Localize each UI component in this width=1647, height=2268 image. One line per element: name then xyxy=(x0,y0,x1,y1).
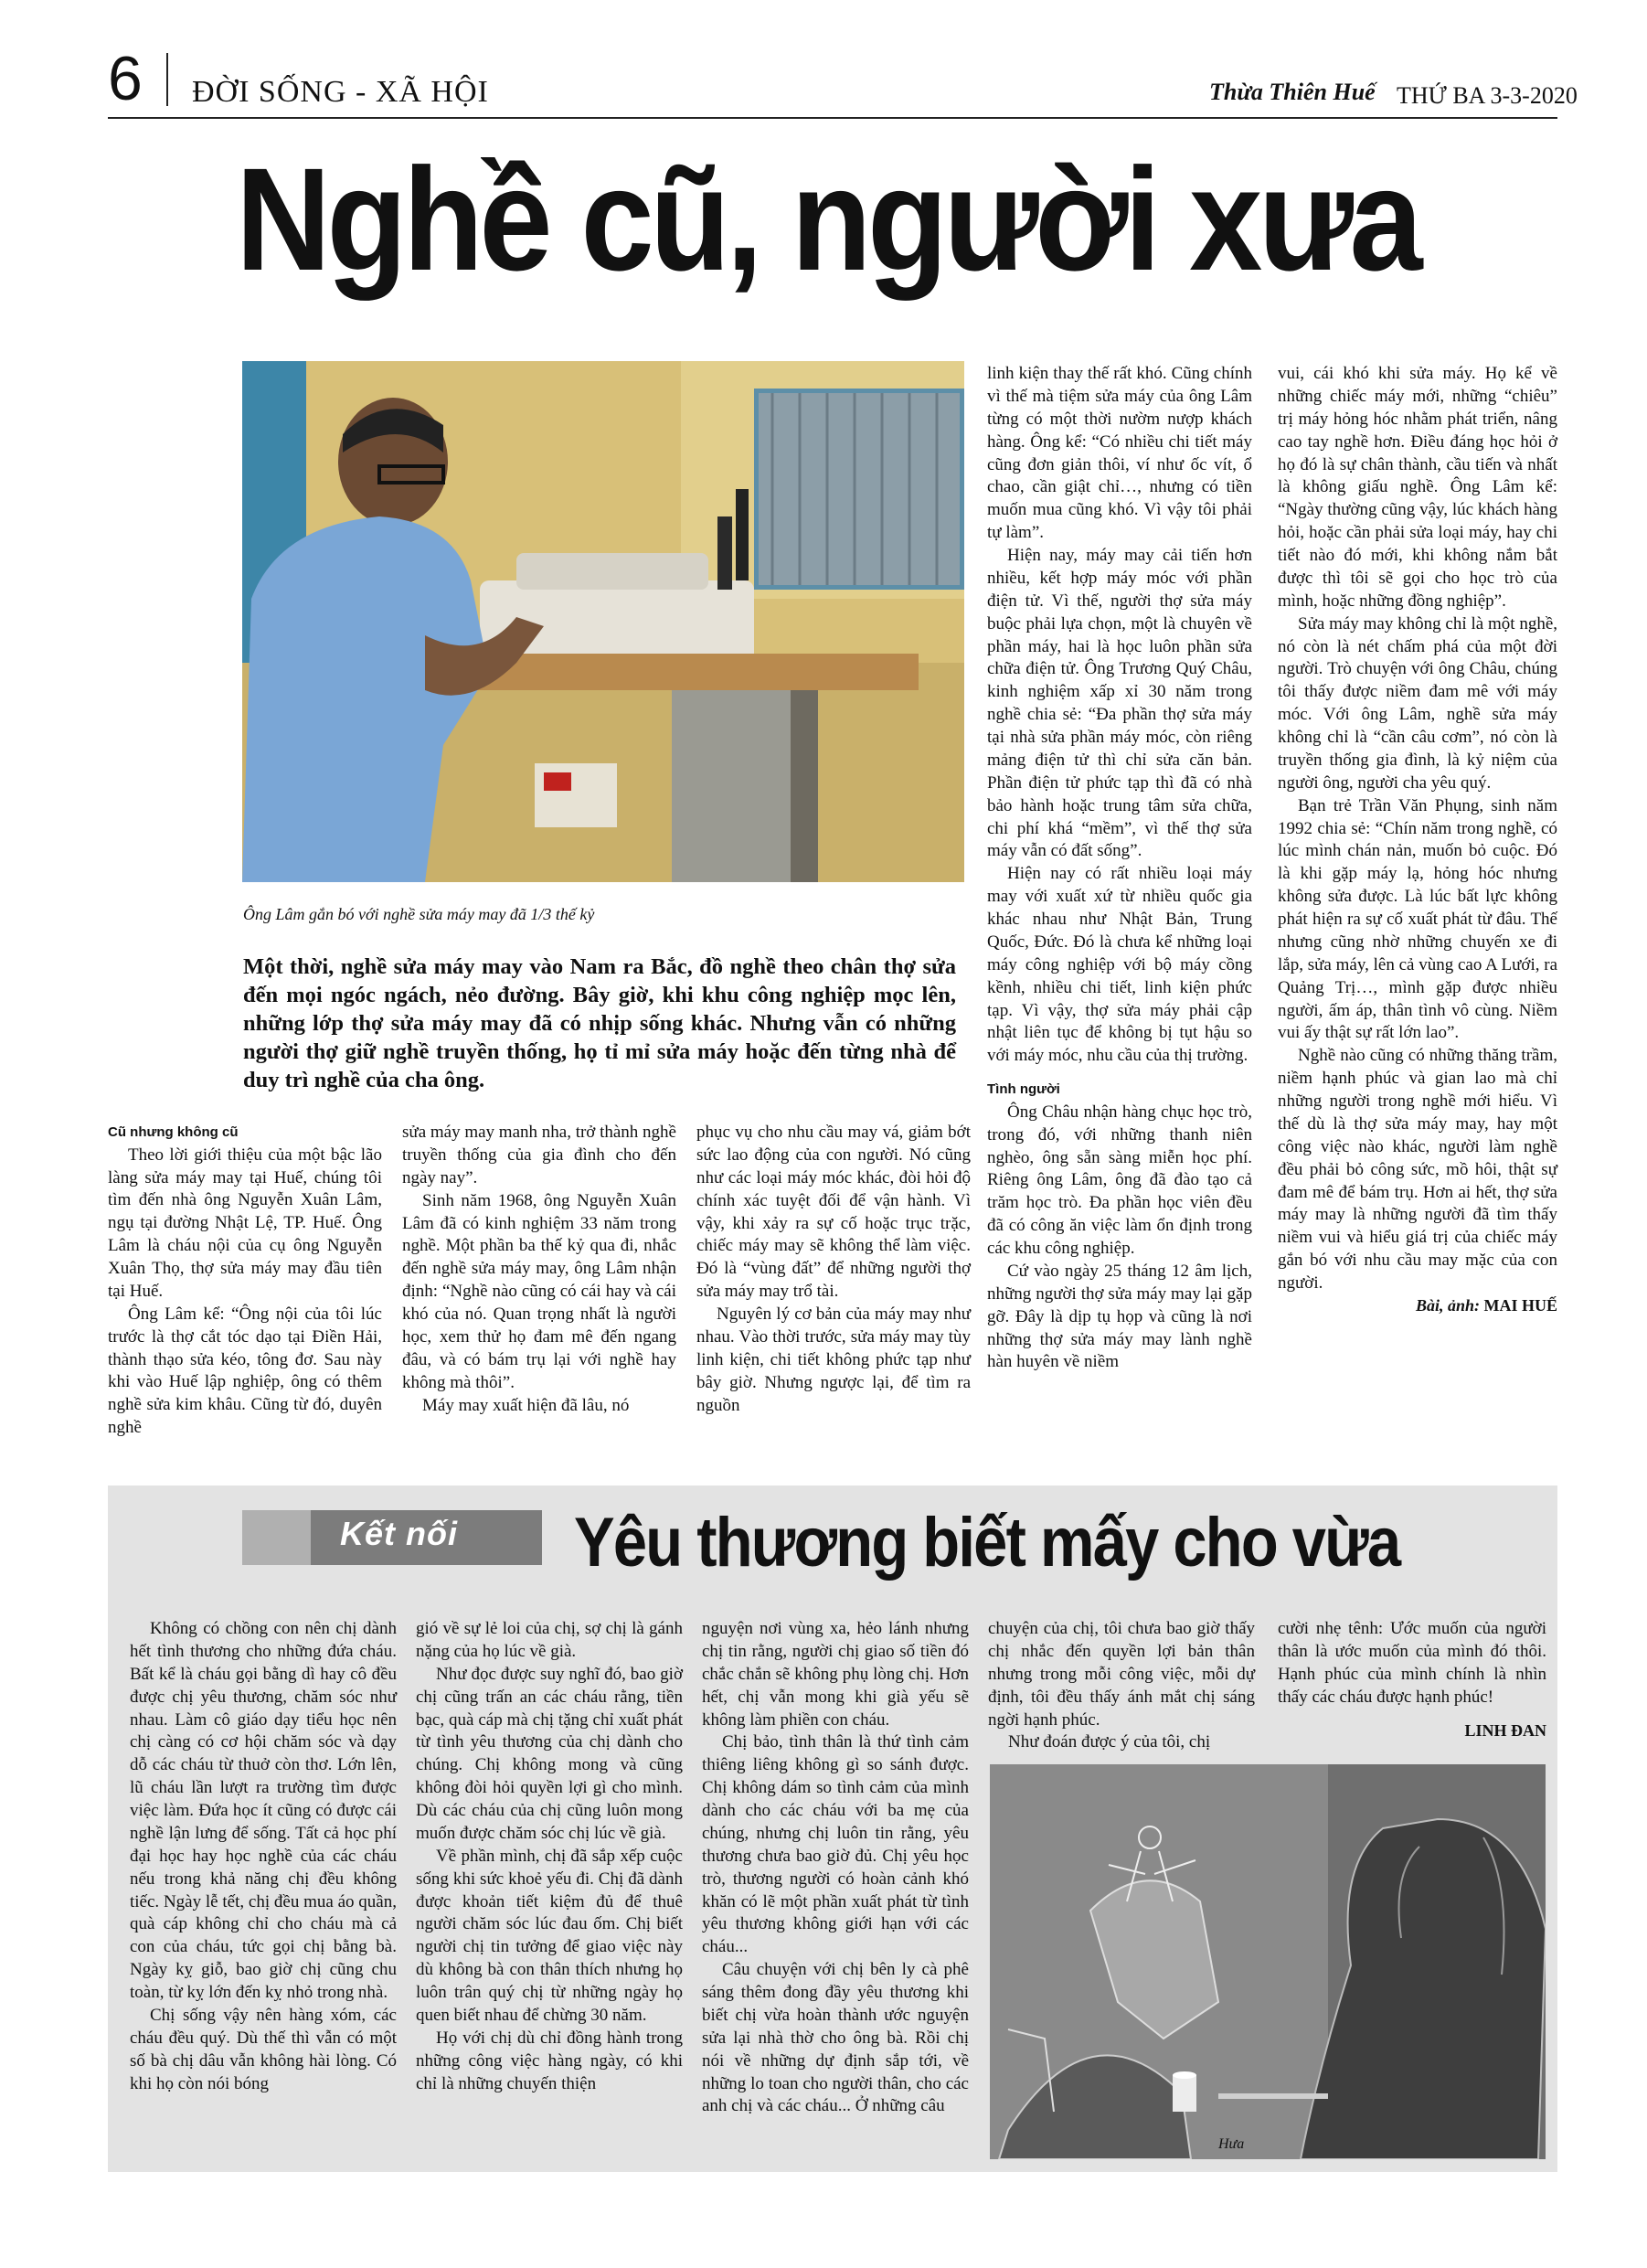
paragraph: Về phần mình, chị đã sắp xếp cuộc sống khi sức khoẻ yếu đi. Chị đã dành được khoản tiết kiệm đủ để thuê người chăm sóc lúc đau ốm. Chị biết người chị tin tưởng để giao việc này dù không bà con thân thích nhưng họ luôn trân quý chị từ những ngày họ quen biết nhau để chừng 30 năm. xyxy=(416,1846,683,2025)
header-rule xyxy=(108,117,1557,119)
paragraph: Cứ vào ngày 25 tháng 12 âm lịch, những người thợ sửa máy may lại gặp gỡ. Đây là dịp tụ họp và cũng là nơi những thợ sửa máy may lành nghề hàn huyên về niềm xyxy=(987,1261,1252,1372)
box-column-3 xyxy=(702,1618,969,2118)
paragraph: phục vụ cho nhu cầu may vá, giảm bớt sức lao động của con người. Nó cũng như các loại máy móc khác, đòi hỏi độ chính xác tuyệt đối để vận hành. Vì vậy, khi xảy ra sự cố hoặc trục trặc, chiếc máy may sẽ không thể làm việc. Đó là “vùng đất” để những người thợ sửa máy may trổ tài. xyxy=(696,1123,971,1302)
box-column-5 xyxy=(1278,1618,1546,1741)
paragraph: linh kiện thay thế rất khó. Cũng chính vì thế mà tiệm sửa máy của ông Lâm từng có một thời nườm nượp khách hàng. Ông kể: “Có nhiều chi tiết máy cũng đơn giản thôi, ví như ốc vít, ổ chao, cần giật chỉ…, nhưng có tiền muốn mua cũng khó. Vì vậy tôi phải tự làm”. xyxy=(987,364,1252,543)
paragraph: gió về sự lẻ loi của chị, sợ chị là gánh nặng của họ lúc về già. xyxy=(416,1619,683,1661)
article-photo xyxy=(242,361,964,882)
paragraph: Hiện nay, máy may cải tiến hơn nhiều, kết hợp máy móc với phần điện tử. Vì thế, người thợ sửa máy buộc phải lựa chọn, một là chuyên về phần máy, hai là học luôn phần sửa chữa điện tử. Ông Trương Quý Châu, kinh nghiệm xấp xỉ 30 năm trong nghề chia sẻ: “Đa phần thợ sửa máy tại nhà sửa phần máy móc, còn riêng mảng điện tử thì chỉ sửa căn bản. Phần điện tử phức tạp thì đã có nhà bảo hành hoặc trung tâm sửa chữa, chi phí khá “mềm”, vì thế thợ sửa máy vẫn có đất sống”. xyxy=(987,546,1252,861)
illustration-drawing xyxy=(990,1764,1546,2159)
paragraph: Chị sống vậy nên hàng xóm, các cháu đều quý. Dù thế thì vẫn có một số bà chị dâu vẫn không hài lòng. Có khi họ còn nói bóng xyxy=(130,2005,397,2093)
paragraph: Sửa máy may không chỉ là một nghề, nó còn là nét chấm phá của một đời người. Trò chuyện với ông Châu, chúng tôi thấy được niềm đam mê với máy móc. Với ông Lâm, nghề sửa máy không chỉ là “cần câu cơm”, nó còn là truyền thống gia đình, là kỷ niệm của người ông, người cha yêu quý. xyxy=(1278,613,1557,793)
box-column-2 xyxy=(416,1618,683,2095)
paragraph: chuyện của chị, tôi chưa bao giờ thấy chị nhắc đến quyền lợi bản thân nhưng trong mỗi công việc, mỗi dự định, tôi đều thấy ánh mắt chị sáng ngời hạnh phúc. xyxy=(988,1619,1255,1730)
paragraph: Không có chồng con nên chị dành hết tình thương cho những đứa cháu. Bất kể là cháu gọi bằng dì hay cô đều được chị yêu thương, chăm sóc như nhau. Làm cô giáo dạy tiểu học nên chị càng có cơ hội chăm sóc và dạy dỗ các cháu từ thuở còn thơ. Lớn lên, lũ cháu lần lượt ra trường tìm được việc làm. Đứa học ít cũng có được cái nghề lận lưng để sống. Tất cả học phí đại học hay học nghề của các cháu nếu trong khả năng chị đều không tiếc. Ngày lễ tết, chị đều mua áo quần, quà cáp không chỉ cho cháu mà cả con của cháu, tức gọi chị bằng bà. Ngày kỵ giỗ, bao giờ chị cũng chu toàn, từ kỵ lớn đến kỵ nhỏ trong nhà. xyxy=(130,1619,397,2002)
paragraph: Sinh năm 1968, ông Nguyễn Xuân Lâm đã có kinh nghiệm 33 năm trong nghề. Một phần ba thế kỷ qua đi, nhắc đến nghề sửa máy may, ông Lâm nhận định: “Nghề nào cũng có cái hay và cái khó của nó. Quan trọng nhất là người học, xem thử họ đam mê đến ngang đâu, và có bám trụ lại với nghề hay không mà thôi”. xyxy=(402,1190,676,1392)
paragraph: vui, cái khó khi sửa máy. Họ kể về những chiếc máy mới, những “chiêu” trị máy hỏng hóc nhằm phát triển, nâng cao tay nghề hơn. Điều đáng học hỏi ở họ đó là sự chân thành, cầu tiến và nhất là không giấu nghề. Ông Lâm kể: “Ngày thường cũng vậy, lúc khách hàng hỏi, hoặc cần phải sửa loại máy, hay chi tiết nào đó mới, khi không nắm bắt được thì tôi sẽ gọi cho học trò của mình, hoặc những đồng nghiệp”. xyxy=(1278,364,1557,611)
photo-caption: Ông Lâm gắn bó với nghề sửa máy may đã 1/3 thế kỷ xyxy=(243,905,595,923)
paragraph: Nghề nào cũng có những thăng trầm, niềm hạnh phúc và gian lao mà chỉ những người trong nghề mới hiểu. Vì thế dù là thợ sửa máy may, hay một công việc nào khác, người làm nghề đều phải bỏ công sức, mồ hôi, thật sự đam mê để bám trụ. Hơn ai hết, thợ sửa máy may là những người đã tìm thấy niềm vui và hiểu giá trị của chiếc máy gắn bó với nhu cầu may mặc của con người. xyxy=(1278,1046,1557,1293)
paragraph: Ông Châu nhận hàng chục học trò, trong đó, với những thanh niên nghèo, ông sẵn sàng miễn học phí. Riêng ông Lâm, ông đã đào tạo cả trăm học trò. Đa phần học viên đều đã có công ăn việc làm ổn định trong các khu công nghiệp. xyxy=(987,1102,1252,1259)
newspaper-name: Thừa Thiên Huế xyxy=(1209,79,1376,105)
article-lead: Một thời, nghề sửa máy may vào Nam ra Bắc, đồ nghề theo chân thợ sửa đến mọi ngóc ngách, nẻo đường. Bây giờ, khi khu công nghiệp mọc lên, những lớp thợ sửa máy may đã có nhịp sống khác. Nhưng vẫn có những người thợ giữ nghề truyền thống, họ tỉ mỉ sửa máy hoặc đến từng nhà để duy trì nghề của cha ông. xyxy=(243,954,956,1093)
article-column-3 xyxy=(696,1122,971,1417)
article-column-2 xyxy=(402,1122,676,1417)
paragraph: Như đoán được ý của tôi, chị xyxy=(1008,1732,1211,1752)
box-column-1 xyxy=(130,1618,397,2095)
paragraph: Theo lời giới thiệu của một bậc lão làng sửa máy may tại Huế, chúng tôi tìm đến nhà ông Nguyễn Xuân Lâm, ngụ tại đường Nhật Lệ, TP. Huế. Ông Lâm là cháu nội của cụ ông Nguyễn Xuân Thọ, thợ sửa máy may đầu tiên tại Huế. xyxy=(108,1145,382,1301)
illustrator-signature: Hưa xyxy=(1218,2136,1245,2152)
paragraph: Câu chuyện với chị bên ly cà phê sáng thêm đong đầy yêu thương khi biết chị vừa hoàn thành ước nguyện sửa lại nhà thờ cho ông bà. Rồi chị nói về những dự định sắp tới, về những lo toan cho người thân, cho các anh chị và các cháu... Ở những câu xyxy=(702,1960,969,2116)
article-column-4 xyxy=(987,363,1252,1374)
sewing-machine-repair-photo xyxy=(242,361,964,882)
paragraph: sửa máy may manh nha, trở thành nghề truyền thống của gia đình cho đến ngày nay”. xyxy=(402,1123,676,1187)
paragraph: Chị bảo, tình thân là thứ tình cảm thiêng liêng không gì so sánh được. Chị không dám so tình cảm của mình dành cho các cháu với ba mẹ của chúng, nhưng chị luôn tin rằng, yêu thương chưa bao giờ đủ. Chị yêu học trò, thương người có hoàn cảnh khó khăn có lẽ một phần xuất phát từ tình yêu thương không giới hạn với các cháu... xyxy=(702,1732,969,1957)
paragraph: nguyện nơi vùng xa, hẻo lánh nhưng chị tin rằng, người chị giao số tiền đó chắc chắn sẽ không phụ lòng chị. Hơn hết, chị vẫn mong khi già yếu sẽ không làm phiền con cháu. xyxy=(702,1619,969,1730)
paragraph: Bạn trẻ Trần Văn Phụng, sinh năm 1992 chia sẻ: “Chín năm trong nghề, có lúc mình chán nản, muốn bỏ cuộc. Đó là khi gặp máy lạ, hỏng hóc nhưng không sửa được. Là lúc bất lực không phát hiện ra sự cố xuất phát từ đâu. Thế nhưng cũng nhờ những chuyến xe đi lắp, sửa máy, lên cả vùng cao A Lưới, ra Quảng Trị…, mình gặp được nhiều người, ấm áp, thân tình vô cùng. Niềm vui ấy thật sự rất lớn lao”. xyxy=(1278,795,1557,1043)
box-column-4 xyxy=(988,1618,1255,1754)
paragraph: Ông Lâm kể: “Ông nội của tôi lúc trước là thợ cắt tóc dạo tại Điền Hải, thành thạo sửa kéo, tông đơ. Sau này khi vào Huế lập nghiệp, ông có thêm nghề sửa kim khâu. Cũng từ đó, duyên nghề xyxy=(108,1304,382,1438)
box-label: Kết nối xyxy=(340,1515,458,1552)
byline-label: Bài, ảnh: xyxy=(1415,1295,1480,1315)
article-headline: Nghề cũ, người xưa xyxy=(236,137,1419,301)
subheading: Cũ nhưng không cũ xyxy=(108,1124,239,1140)
issue-date: THỨ BA 3-3-2020 xyxy=(1397,82,1578,109)
section-title: ĐỜI SỐNG - XÃ HỘI xyxy=(192,75,489,109)
paragraph: Máy may xuất hiện đã lâu, nó xyxy=(422,1395,630,1415)
box-title: Yêu thương biết mấy cho vừa xyxy=(574,1504,1400,1581)
box-author: LINH ĐAN xyxy=(1464,1720,1546,1740)
byline-author: MAI HUẾ xyxy=(1483,1295,1557,1315)
article-column-5 xyxy=(1278,363,1557,1316)
subheading: Tình người xyxy=(987,1081,1060,1098)
box-illustration xyxy=(990,1764,1546,2159)
paragraph: Họ với chị dù chỉ đồng hành trong những công việc hàng ngày, có khi chỉ là những chuyến thiện xyxy=(416,2028,683,2093)
page-number: 6 xyxy=(108,44,143,113)
header-divider xyxy=(166,53,168,106)
paragraph: Nguyên lý cơ bản của máy may như nhau. Vào thời trước, sửa máy may tùy linh kiện, chi tiết không phức tạp như bây giờ. Nhưng ngược lại, để tìm ra nguồn xyxy=(696,1304,971,1415)
paragraph: Như đọc được suy nghĩ đó, bao giờ chị cũng trấn an các cháu rằng, tiền bạc, quà cáp mà chị tặng chỉ xuất phát từ tình yêu thương của chị dành cho chúng. Chị không mong và cũng không đòi hỏi quyền lợi gì cho mình. Dù các cháu của chị cũng luôn mong muốn được chăm sóc chị lúc về già. xyxy=(416,1664,683,1843)
paragraph: Hiện nay có rất nhiều loại máy may với xuất xứ từ nhiều quốc gia khác nhau như Nhật Bản, Trung Quốc, Đức. Đó là chưa kể những loại máy công nghiệp với bộ máy cồng kềnh, nhiều chi tiết, linh kiện phức tạp. Vì vậy, thợ sửa máy phải cập nhật liên tục để không bị tụt hậu so với máy móc, nhu cầu của thị trường. xyxy=(987,864,1252,1066)
byline xyxy=(1278,1295,1557,1317)
paragraph: cười nhẹ tênh: Ước muốn của người thân là ước muốn của mình đó thôi. Hạnh phúc của mình chính là nhìn thấy các cháu được hạnh phúc! xyxy=(1278,1619,1546,1707)
article-column-1 xyxy=(108,1122,382,1440)
